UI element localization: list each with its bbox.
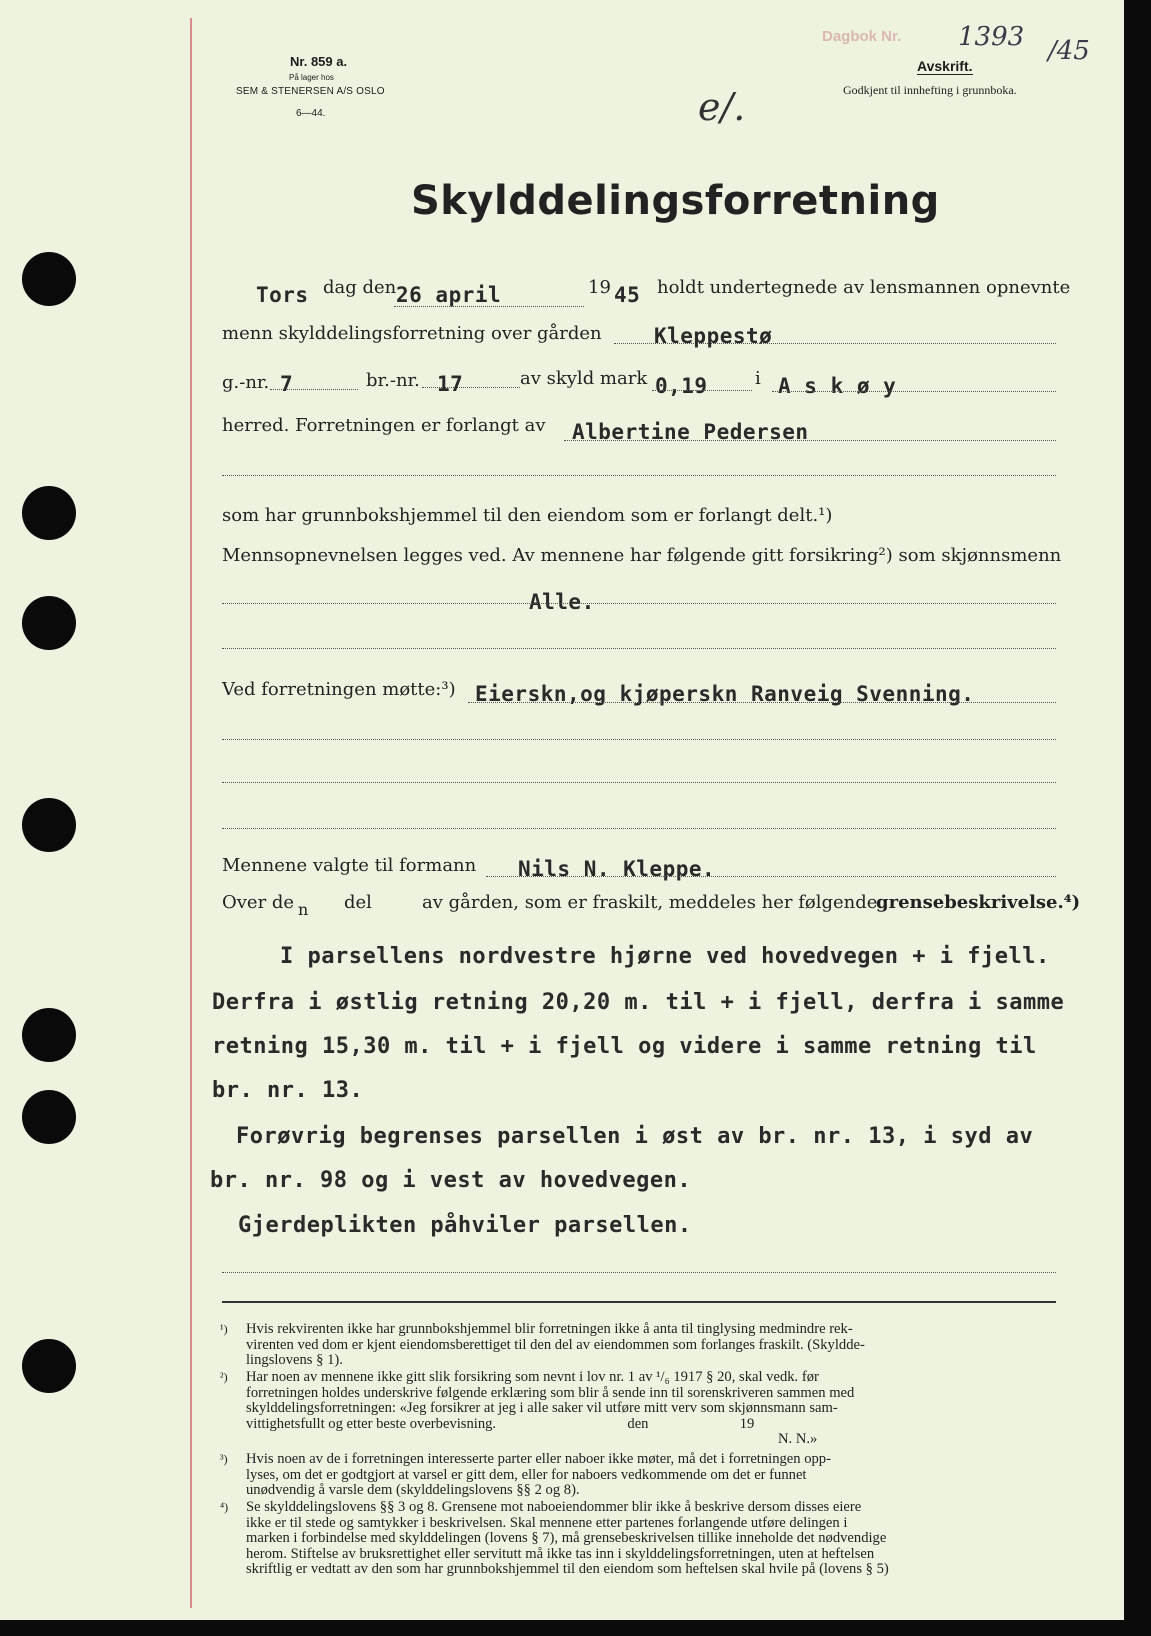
boundary-line: Derfra i østlig retning 20,20 m. til + i fjell, derfra i samme	[212, 990, 1065, 1015]
typed-assessors: Alle.	[529, 590, 595, 614]
typed-date: 26 april	[396, 283, 502, 307]
typed-municipality: A s k ø y	[778, 374, 897, 398]
footnote-line: Hvis rekvirenten ikke har grunnbokshjemmel blir forretningen ikke å anta til tinglysing medmindre rek-	[246, 1321, 853, 1337]
grunnbok-text: som har grunnbokshjemmel til den eiendom som er forlangt delt.¹)	[222, 505, 833, 526]
footnote-marker: ⁴)	[220, 1500, 229, 1514]
boundary-line: I parsellens nordvestre hjørne ved hovedvegen + i fjell.	[280, 944, 1050, 969]
footnote-signature: N. N.»	[778, 1431, 818, 1447]
form-number: Nr. 859 a.	[290, 54, 348, 69]
boundary-line: br. nr. 13.	[212, 1078, 364, 1103]
garden-label: av gården, som er fraskilt, meddeles her følgende	[422, 892, 878, 913]
gnr-label: g.-nr.	[222, 372, 270, 393]
footnote-marker: ³)	[220, 1452, 228, 1466]
punch-hole	[22, 1339, 76, 1393]
footnote-line: herom. Stiftelse av bruksrettighet eller servitutt må ikke tas inn i skylddelingsforretningen, uten at heftelsen	[246, 1545, 875, 1562]
approval-text: Godkjent til innhefting i grunnboka.	[843, 83, 1017, 97]
typed-weekday: Tors	[256, 283, 309, 307]
del-label: del	[344, 892, 372, 913]
printer-date: 6—44.	[296, 108, 326, 119]
footnote-marker: ²)	[220, 1370, 228, 1384]
printer-name: SEM & STENERSEN A/S OSLO	[236, 86, 385, 97]
fill-line	[222, 475, 1056, 476]
mennsopnevnelse-text: Mennsopnevnelsen legges ved. Av mennene har følgende gitt forsikring²) som skjønnsmenn	[222, 545, 1062, 566]
attendance-label: Ved forretningen møtte:³)	[222, 679, 456, 700]
fill-line	[486, 876, 1056, 877]
punch-hole	[22, 486, 76, 540]
footnote-marker: ¹)	[220, 1322, 228, 1336]
footnote-line: ikke er til stede og samtykker i beskrivelsen. Skal mennene etter partenes forlangende utføre delingen i	[246, 1514, 848, 1531]
fill-line	[222, 1272, 1056, 1273]
footnote-line: skriftlig er vedtatt av den som har grunnbokshjemmel til den eiendom som heftelsen skal hvile på (lovens § 5)	[246, 1561, 889, 1577]
margin-line	[190, 18, 192, 1608]
fill-line	[222, 603, 1056, 604]
journal-year: /45	[1048, 36, 1090, 66]
over-label-n: n	[298, 900, 309, 919]
typed-requester: Albertine Pedersen	[572, 420, 809, 444]
intro-text: holdt undertegnede av lensmannen opnevnte	[657, 277, 1071, 298]
typed-farm: Kleppestø	[654, 324, 773, 348]
footnote-line: Hvis noen av de i forretningen interesserte parter eller naboer ikke møter, må det i forretningen opp-	[246, 1451, 831, 1467]
boundary-line: br. nr. 98 og i vest av hovedvegen.	[210, 1168, 692, 1193]
footnote-line: skylddelingsforretningen: «Jeg forsikrer at jeg i alle saker vil utføre mitt verv som skjønnsmann sam-	[246, 1400, 838, 1416]
fill-line	[222, 828, 1056, 829]
fill-line	[394, 306, 584, 307]
grensebeskrivelse-label: grensebeskrivelse.⁴)	[876, 892, 1081, 913]
printer-line: På lager hos	[289, 73, 334, 82]
page-title: Skylddelingsforretning	[411, 178, 940, 224]
punch-hole	[22, 1008, 76, 1062]
footnote-line: forretningen holdes underskrive følgende erklæring som blir å sende inn til sorenskriveren sammen med	[246, 1384, 855, 1401]
dagbok-stamp: Dagbok Nr.	[822, 28, 902, 45]
copy-label: Avskrift.	[917, 58, 973, 74]
punch-hole	[22, 596, 76, 650]
fill-line	[564, 440, 1056, 441]
label-day: dag den	[323, 277, 397, 298]
footnote-line: vittighetsfullt og etter beste overbevisning. den 19	[246, 1415, 755, 1432]
i-label: i	[755, 368, 761, 389]
fill-line	[222, 739, 1056, 740]
footnote-line: virenten ved dom er kjent eiendomsberettiget til den del av eiendommen som forlanges fraskilt. (Skyldde-	[246, 1336, 865, 1353]
footnote-divider	[222, 1301, 1056, 1303]
boundary-line: Forøvrig begrenses parsellen i øst av br. nr. 13, i syd av	[236, 1124, 1034, 1149]
footnote-line: unødvendig å varsle dem (skylddelingslovens §§ 2 og 8).	[246, 1482, 580, 1498]
footnote-line: lingslovens § 1).	[246, 1352, 343, 1368]
punch-hole	[22, 1090, 76, 1144]
label-year-prefix: 19	[588, 277, 611, 298]
fill-line	[468, 702, 1056, 703]
handwritten-mark: e/.	[698, 85, 746, 129]
farm-label: menn skylddelingsforretning over gården	[222, 323, 602, 344]
fill-line	[222, 782, 1056, 783]
typed-year: 45	[614, 283, 641, 307]
punch-hole	[22, 798, 76, 852]
typed-attendance: Eierskn,og kjøperskn Ranveig Svenning.	[475, 682, 975, 706]
boundary-line: retning 15,30 m. til + i fjell og videre i samme retning til	[212, 1034, 1037, 1059]
footnote-line: marken i forbindelse med skylddelingen (lovens § 7), må grensebeskrivelsen tillike inneholde det nødvendige	[246, 1530, 887, 1546]
journal-number: 1393	[958, 22, 1025, 52]
footnote-2	[220, 1369, 1054, 1448]
boundary-line: Gjerdeplikten påhviler parsellen.	[238, 1213, 692, 1238]
fill-line	[772, 391, 1056, 392]
over-label: Over de	[222, 892, 295, 913]
footnote-line: Se skylddelingslovens §§ 3 og 8. Grensene mot naboeiendommer blir ikke å beskrive dersom disses eiere	[246, 1499, 862, 1515]
brnr-label: br.-nr.	[366, 370, 420, 391]
chairman-label: Mennene valgte til formann	[222, 855, 477, 876]
fill-line	[222, 648, 1056, 649]
skyld-label: av skyld mark	[520, 368, 648, 389]
fill-line	[652, 390, 752, 391]
punch-hole	[22, 252, 76, 306]
typed-skyld: 0,19	[655, 374, 708, 398]
typed-gnr: 7	[280, 372, 294, 396]
footnote-1	[220, 1321, 1054, 1369]
footnote-4	[220, 1499, 1054, 1578]
footnote-line: Har noen av mennene ikke gitt slik forsikring som nevnt i lov nr. 1 av ¹/₆ 1917 § 20, skal vedk. før	[246, 1369, 819, 1385]
footnote-3	[220, 1451, 1054, 1499]
typed-brnr: 17	[437, 372, 464, 396]
herred-label: herred. Forretningen er forlangt av	[222, 415, 546, 436]
typed-chairman: Nils N. Kleppe.	[518, 857, 716, 881]
footnote-line: lyses, om det er godtgjort at varsel er gitt dem, eller for naboers vedkommende om det er funnet	[246, 1466, 807, 1483]
